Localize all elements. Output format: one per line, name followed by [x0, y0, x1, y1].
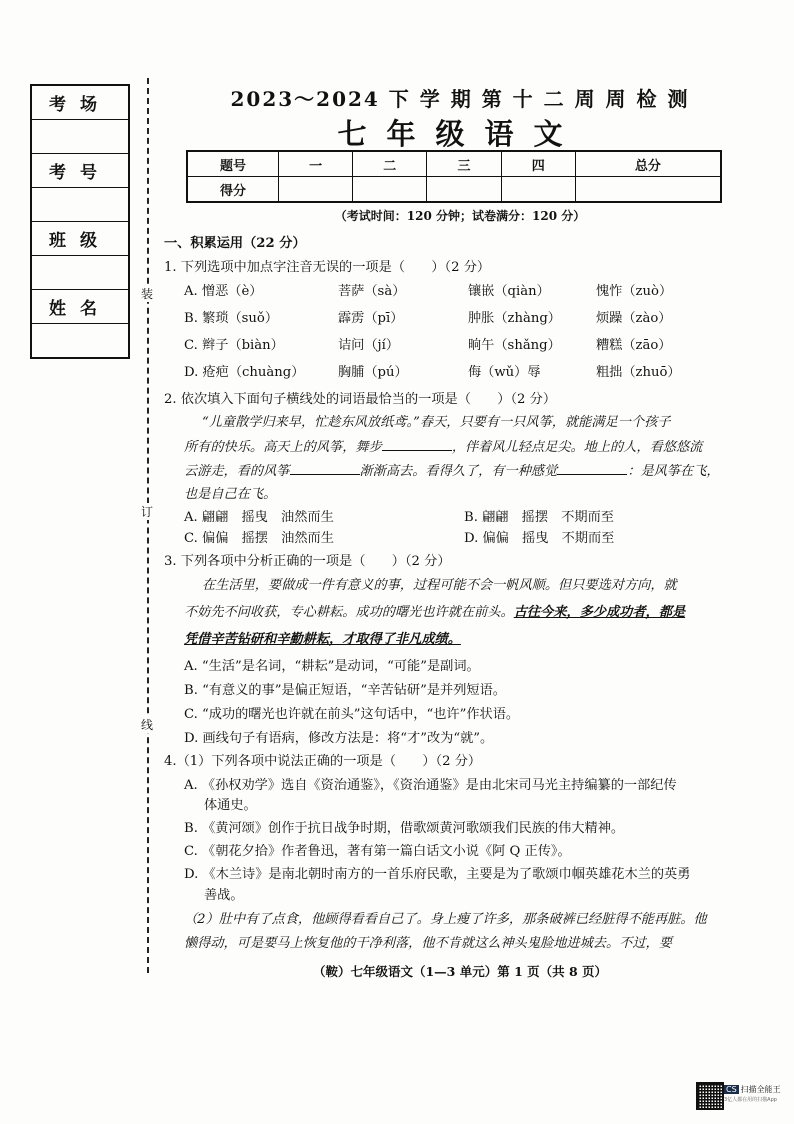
score-table [186, 150, 722, 203]
score-cell[interactable] [575, 177, 721, 203]
option-text: A. 《孙权劝学》选自《资治通鉴》，《资治通鉴》是由北宋司马光主持编纂的一部纪传 [184, 778, 677, 793]
fill-blank[interactable] [382, 438, 452, 451]
q1-stem: 1. 下列选项中加点字注音无误的一项是（ ）（2 分） [164, 260, 491, 275]
student-info-table [30, 84, 130, 359]
option-text: A. “生活”是名词，“耕耘”是动词，“可能”是副词。 [184, 659, 480, 674]
option-text: 侮（wǔ）辱 [468, 365, 541, 380]
exam-room-label: 考场 [31, 85, 129, 120]
q2-stem: 2. 依次填入下面句子横线处的词语最恰当的一项是（ ）（2 分） [164, 392, 557, 407]
option-text: D. 偏偏 摇曳 不期而至 [464, 531, 615, 546]
underlined-sentence: 古往今来，多少成功者，都是 [513, 605, 686, 620]
option-text: B. 翩翩 摇摆 不期而至 [464, 510, 614, 525]
q2-passage-line [184, 438, 702, 457]
score-header: 二 [353, 151, 427, 177]
option-text: 诘问（jí） [338, 338, 400, 353]
subject-title: 七年级语文 [337, 117, 583, 151]
q2-passage-line: 也是自己在飞。 [184, 487, 277, 502]
scanner-tagline: 3亿人都在用的扫描App [724, 1097, 777, 1103]
score-header: 四 [501, 151, 575, 177]
score-header: 一 [279, 151, 353, 177]
option-text: C. 偏偏 摇摆 油然而生 [184, 531, 334, 546]
score-cell[interactable] [279, 177, 353, 203]
score-cell[interactable] [353, 177, 427, 203]
name-label: 姓名 [31, 290, 129, 324]
option-text: B. “有意义的事”是偏正短语，“辛苦钻研”是并列短语。 [184, 683, 506, 698]
option-text: 霹雳（pī） [338, 311, 404, 326]
q4-stem: 4.（1）下列各项中说法正确的一项是（ ）（2 分） [164, 754, 482, 769]
score-header: 总分 [575, 151, 721, 177]
binding-line [147, 78, 149, 973]
cs-logo-icon: CS [726, 1085, 737, 1094]
qr-code-icon [696, 1082, 724, 1110]
option-text: C. 辫子（biàn） [184, 338, 284, 353]
fill-blank[interactable] [557, 462, 627, 475]
option-text: 体通史。 [204, 798, 257, 813]
class-field[interactable] [31, 256, 129, 290]
option-text: A. 憎恶（è） [184, 284, 263, 299]
option-text: B. 《黄河颂》创作于抗日战争时期，借歌颂黄河歌颂我们民族的伟大精神。 [184, 821, 625, 836]
option-text: 镶嵌（qiàn） [468, 284, 550, 299]
passage-text: ，伴着风儿轻点足尖。地上的人，看悠悠流 [451, 440, 703, 455]
passage-text: 云游走，看的风筝 [184, 464, 290, 479]
q3-stem: 3. 下列各项中分析正确的一项是（ ）（2 分） [164, 554, 451, 569]
q4-part2-line: （2）肚中有了点食，他顾得看看自己了。身上瘦了许多，那条破裤已经脏得不能再脏。他 [184, 912, 707, 927]
passage-text: 所有的快乐。高天上的风筝，舞步 [184, 440, 382, 455]
q2-passage-line: “儿童散学归来早，忙趁东风放纸鸢。”春天，只要有一只风筝，就能满足一个孩子 [202, 415, 671, 430]
option-text: C. “成功的曙光也许就在前头”这句话中，“也许”作状语。 [184, 707, 520, 722]
binding-char-zhuang: 装 [140, 287, 153, 301]
option-text: C. 《朝花夕拾》作者鲁迅，著有第一篇白话文小说《阿 Q 正传》。 [184, 844, 571, 859]
binding-char-xian: 线 [140, 718, 153, 732]
option-text: 肿胀（zhàng） [468, 311, 561, 326]
name-field[interactable] [31, 324, 129, 359]
scanner-name: 扫描全能王 [740, 1085, 781, 1094]
q2-passage-line [184, 462, 720, 481]
exam-room-field[interactable] [31, 120, 129, 154]
exam-title: 2023～2024 下 学 期 第 十 二 周 周 检 测 [230, 87, 690, 111]
option-text: D. 《木兰诗》是南北朝时南方的一首乐府民歌，主要是为了歌颂巾帼英雄花木兰的英勇 [184, 867, 691, 882]
option-text: B. 繁琐（suǒ） [184, 311, 279, 326]
passage-text: ：是风筝在飞， [627, 464, 720, 479]
option-text: D. 疮疤（chuàng） [184, 365, 305, 380]
score-header: 三 [427, 151, 501, 177]
exam-number-field[interactable] [31, 188, 129, 222]
option-text: 善战。 [204, 888, 244, 903]
option-text: 胸脯（pú） [338, 365, 408, 380]
passage-text: 渐渐高去。看得久了，有一种感觉 [359, 464, 558, 479]
score-cell[interactable] [427, 177, 501, 203]
option-text: 烦躁（zào） [596, 311, 672, 326]
score-cell[interactable] [501, 177, 575, 203]
option-text: D. 画线句子有语病，修改方法是：将“才”改为“就”。 [184, 731, 494, 746]
exam-number-label: 考号 [31, 154, 129, 188]
option-text: 愧怍（zuò） [596, 284, 673, 299]
option-text: 晌午（shǎng） [468, 338, 561, 353]
option-text: 糟糕（zāo） [596, 338, 672, 353]
fill-blank[interactable] [290, 462, 360, 475]
q4-part2-line: 懒得动，可是要马上恢复他的干净利落，他不肯就这么神头鬼脸地进城去。不过，要 [184, 936, 672, 951]
class-label: 班级 [31, 222, 129, 256]
option-text: 粗拙（zhuō） [596, 365, 681, 380]
score-row-label: 得分 [187, 177, 279, 203]
exam-info: （考试时间：120 分钟；试卷满分：120 分） [334, 209, 586, 223]
score-header: 题号 [187, 151, 279, 177]
section-title: 一、积累运用（22 分） [164, 236, 306, 251]
q3-passage-line: 在生活里，要做成一件有意义的事，过程可能不会一帆风顺。但只要选对方向，就 [202, 578, 677, 593]
binding-char-ding: 订 [140, 505, 153, 519]
option-text: A. 翩翩 摇曳 油然而生 [184, 510, 334, 525]
underlined-sentence: 凭借辛苦钻研和辛勤耕耘，才取得了非凡成绩。 [184, 632, 461, 647]
scanner-logo [724, 1084, 781, 1095]
passage-text: 不妨先不问收获，专心耕耘。成功的曙光也许就在前头。 [184, 605, 514, 620]
q3-passage-line [184, 604, 685, 622]
page-footer: （鞍）七年级语文（1—3 单元）第 1 页（共 8 页） [312, 964, 608, 979]
option-text: 菩萨（sà） [338, 284, 406, 299]
